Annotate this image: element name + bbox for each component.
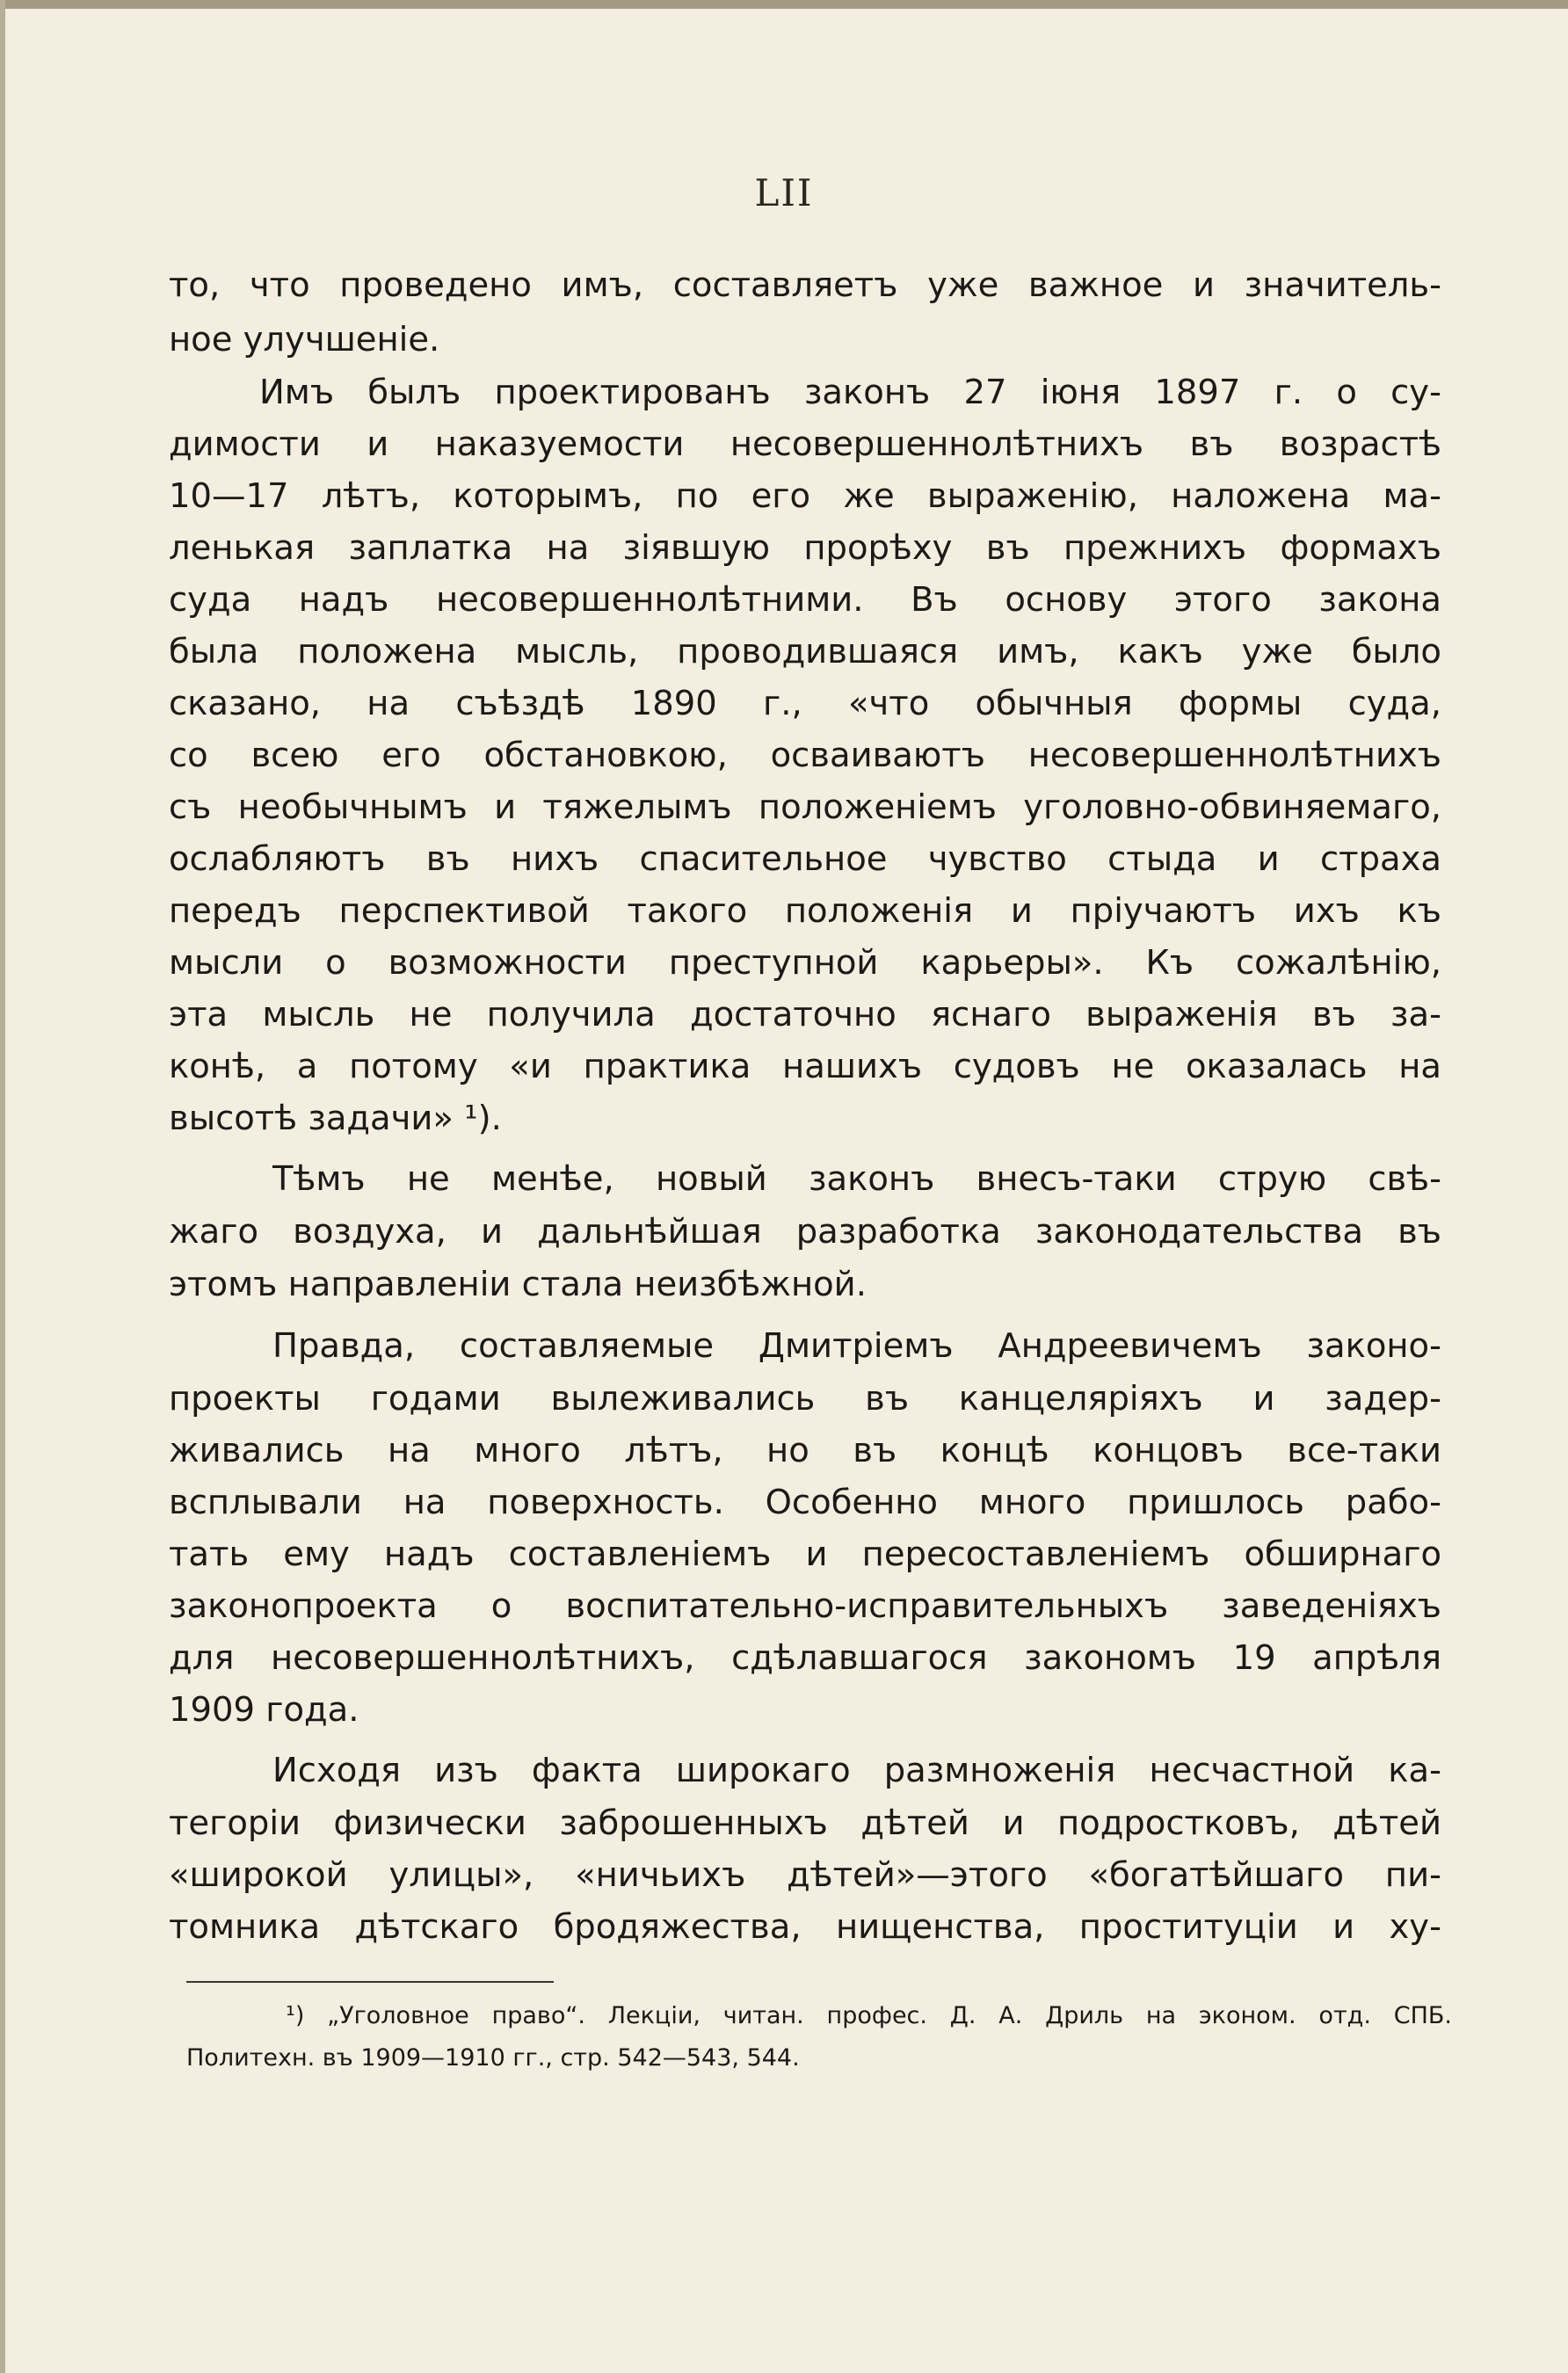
paragraph-first-line: Исходя изъ факта широкаго размноженія несчастной ка- xyxy=(272,1751,1441,1790)
text-line: проекты годами вылеживались въ канцеляріяхъ и задер- xyxy=(169,1379,1441,1419)
text-line: жаго воздуха, и дальнѣйшая разработка законодательства въ xyxy=(169,1212,1441,1252)
scan-edge-top xyxy=(0,0,1568,9)
text-line: этомъ направленіи стала неизбѣжной. xyxy=(169,1265,867,1304)
text-line: томника дѣтскаго бродяжества, нищенства, проституціи и ху- xyxy=(169,1907,1441,1947)
text-line: тать ему надъ составленіемъ и пересоставленіемъ обширнаго xyxy=(169,1535,1441,1574)
text-line: то, что проведено имъ, составляетъ уже важное и значитель- xyxy=(169,265,1441,305)
text-line: суда надъ несовершеннолѣтними. Въ основу этого закона xyxy=(169,580,1441,620)
text-line: мысли о возможности преступной карьеры». Къ сожалѣнію, xyxy=(169,943,1441,983)
text-line: «широкой улицы», «ничьихъ дѣтей»—этого «богатѣйшаго пи- xyxy=(169,1855,1441,1895)
text-line: эта мысль не получила достаточно яснаго выраженія въ за- xyxy=(169,995,1441,1034)
text-line: 1909 года. xyxy=(169,1690,359,1730)
text-line: ленькая заплатка на зіявшую прорѣху въ прежнихъ формахъ xyxy=(169,528,1441,568)
page-number: LII xyxy=(754,171,814,214)
text-line: съ необычнымъ и тяжелымъ положеніемъ уголовно-обвиняемаго, xyxy=(169,787,1441,827)
text-line: ослабляютъ въ нихъ спасительное чувство стыда и страха xyxy=(169,839,1441,879)
footnote-separator xyxy=(186,1981,554,1983)
text-line: димости и наказуемости несовершеннолѣтнихъ въ возрастѣ xyxy=(169,425,1441,464)
text-line: для несовершеннолѣтнихъ, сдѣлавшагося закономъ 19 апрѣля xyxy=(169,1638,1441,1678)
footnote-line: Политехн. въ 1909—1910 гг., стр. 542—543, 544. xyxy=(186,2044,800,2072)
text-line: конѣ, а потому «и практика нашихъ судовъ не оказалась на xyxy=(169,1047,1441,1086)
text-line: сказано, на съѣздѣ 1890 г., «что обычныя формы суда, xyxy=(169,684,1441,723)
text-line: высотѣ задачи» ¹). xyxy=(169,1099,502,1138)
scan-edge-left xyxy=(0,0,5,2373)
paragraph-first-line: Правда, составляемые Дмитріемъ Андреевичемъ законо- xyxy=(272,1326,1441,1366)
text-line: со всею его обстановкою, осваиваютъ несовершеннолѣтнихъ xyxy=(169,736,1441,775)
text-line: передъ перспективой такого положенія и пріучаютъ ихъ къ xyxy=(169,891,1441,931)
text-line: 10—17 лѣтъ, которымъ, по его же выраженію, наложена ма- xyxy=(169,476,1441,516)
text-line: ное улучшеніе. xyxy=(169,320,440,359)
text-line: живались на много лѣтъ, но въ концѣ концовъ все-таки xyxy=(169,1431,1441,1470)
footnote-line: ¹) „Уголовное право“. Лекціи, читан. профес. Д. А. Дриль на эконом. отд. СПБ. xyxy=(286,2002,1452,2029)
text-line: была положена мысль, проводившаяся имъ, какъ уже было xyxy=(169,632,1441,671)
paragraph-first-line: Тѣмъ не менѣе, новый законъ внесъ-таки струю свѣ- xyxy=(272,1159,1441,1199)
text-line: всплывали на поверхность. Особенно много пришлось рабо- xyxy=(169,1483,1441,1522)
text-line: тегоріи физически заброшенныхъ дѣтей и подростковъ, дѣтей xyxy=(169,1803,1441,1843)
text-line: законопроекта о воспитательно-исправительныхъ заведеніяхъ xyxy=(169,1586,1441,1626)
paragraph-first-line: Имъ былъ проектированъ законъ 27 іюня 1897 г. о су- xyxy=(259,373,1441,412)
